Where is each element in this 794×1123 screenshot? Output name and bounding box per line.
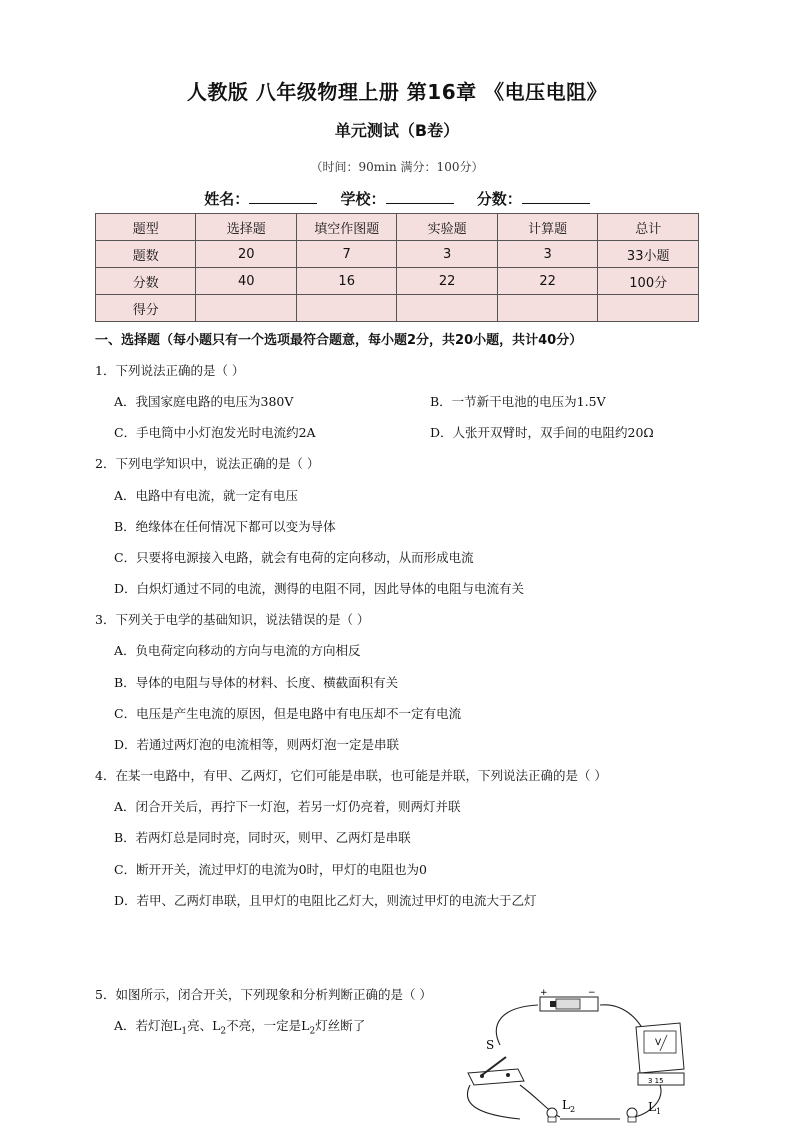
lamp-l2-icon (547, 1108, 557, 1122)
table-cell: 3 (397, 241, 497, 268)
voltmeter-terminals: 3 15 (648, 1077, 664, 1085)
question-stem: 2．下列电学知识中，说法正确的是（ ） (95, 456, 320, 471)
table-cell: 22 (397, 268, 497, 295)
table-cell: 7 (296, 241, 396, 268)
option-text: B．导体的电阻与导体的材料、长度、横截面积有关 (114, 675, 399, 690)
battery-icon (540, 997, 598, 1011)
table-cell: 实验题 (397, 214, 497, 241)
page-subtitle: 单元测试（B卷） (334, 121, 460, 140)
option-text: B．若两灯总是同时亮，同时灭，则甲、乙两灯是串联 (114, 830, 411, 845)
option-text: A．负电荷定向移动的方向与电流的方向相反 (114, 643, 361, 658)
lamp-l1-label: $L_1$ (648, 1100, 662, 1116)
name-blank[interactable] (249, 189, 317, 204)
table-cell: 题型 (96, 214, 196, 241)
option-text: B．一节新干电池的电压为1.5V (430, 394, 606, 409)
question-stem: 3．下列关于电学的基础知识，说法错误的是（ ） (95, 612, 370, 627)
table-cell: 40 (196, 268, 296, 295)
option-text: C．手电筒中小灯泡发光时电流约2A (114, 425, 316, 440)
option-text: A．闭合开关后，再拧下一灯泡，若另一灯仍亮着，则两灯并联 (114, 799, 461, 814)
switch-icon (468, 1057, 524, 1085)
table-cell: 33小题 (598, 241, 699, 268)
table-row (96, 214, 699, 241)
option-text: A．若灯泡$L_1$亮、$L_2$不亮，一定是$L_2$灯丝断了 (114, 1018, 366, 1037)
option-text: C．电压是产生电流的原因，但是电路中有电压却不一定有电流 (114, 706, 462, 721)
school-label: 学校： (340, 190, 386, 208)
table-cell: 得分 (96, 295, 196, 322)
table-cell: 总计 (598, 214, 699, 241)
table-cell: 20 (196, 241, 296, 268)
option-text: D．若甲、乙两灯串联，且甲灯的电阻比乙灯大，则流过甲灯的电流大于乙灯 (114, 893, 537, 908)
table-cell: 22 (497, 268, 597, 295)
option-text: B．绝缘体在任何情况下都可以变为导体 (114, 519, 336, 534)
page-title: 人教版 八年级物理上册 第16章 《电压电阻》 (186, 80, 608, 104)
table-cell: 3 (497, 241, 597, 268)
question-stem: 1．下列说法正确的是（ ） (95, 363, 245, 378)
student-fields (0, 188, 794, 209)
table-cell: 题数 (96, 241, 196, 268)
score-blank[interactable] (522, 189, 590, 204)
table-cell: 分数 (96, 268, 196, 295)
table-cell: 计算题 (497, 214, 597, 241)
switch-label: S (486, 1038, 495, 1052)
score-entry-cell[interactable] (497, 295, 597, 322)
option-text: A．我国家庭电路的电压为380V (114, 394, 294, 409)
table-row (96, 241, 699, 268)
exam-meta: （时间：90min 满分：100分） (310, 160, 484, 174)
option-text: D．若通过两灯泡的电流相等，则两灯泡一定是串联 (114, 737, 400, 752)
section-heading: 一、选择题（每小题只有一个选项最符合题意，每小题2分，共20小题，共计40分） (95, 333, 583, 348)
score-label: 分数： (476, 190, 522, 208)
battery-minus-label: − (588, 988, 596, 998)
table-row (96, 268, 699, 295)
option-text: A．电路中有电流，就一定有电压 (114, 488, 299, 503)
table-cell: 选择题 (196, 214, 296, 241)
circuit-figure (460, 985, 690, 1123)
voltmeter-icon (636, 1023, 684, 1085)
battery-plus-label: + (540, 988, 548, 998)
lamp-l1-icon (627, 1108, 637, 1122)
name-label: 姓名： (204, 190, 250, 208)
table-row (96, 295, 699, 322)
lamp-l2-label: $L_2$ (562, 1098, 576, 1114)
voltmeter-label: V (655, 1038, 662, 1048)
option-text: D．人张开双臂时，双手间的电阻约20Ω (430, 425, 654, 440)
score-entry-cell[interactable] (196, 295, 296, 322)
score-entry-cell[interactable] (598, 295, 699, 322)
score-entry-cell[interactable] (296, 295, 396, 322)
option-text: D．白炽灯通过不同的电流，测得的电阻不同，因此导体的电阻与电流有关 (114, 581, 525, 596)
score-entry-cell[interactable] (397, 295, 497, 322)
table-cell: 填空作图题 (296, 214, 396, 241)
table-cell: 100分 (598, 268, 699, 295)
school-blank[interactable] (386, 189, 454, 204)
question-stem: 4．在某一电路中，有甲、乙两灯，它们可能是串联，也可能是并联，下列说法正确的是（ ） (95, 768, 607, 783)
option-text: C．断开开关，流过甲灯的电流为0时，甲灯的电阻也为0 (114, 862, 427, 877)
question-stem: 5．如图所示，闭合开关，下列现象和分析判断正确的是（ ） (95, 987, 432, 1002)
score-table (95, 213, 699, 322)
table-cell: 16 (296, 268, 396, 295)
option-text: C．只要将电源接入电路，就会有电荷的定向移动，从而形成电流 (114, 550, 474, 565)
